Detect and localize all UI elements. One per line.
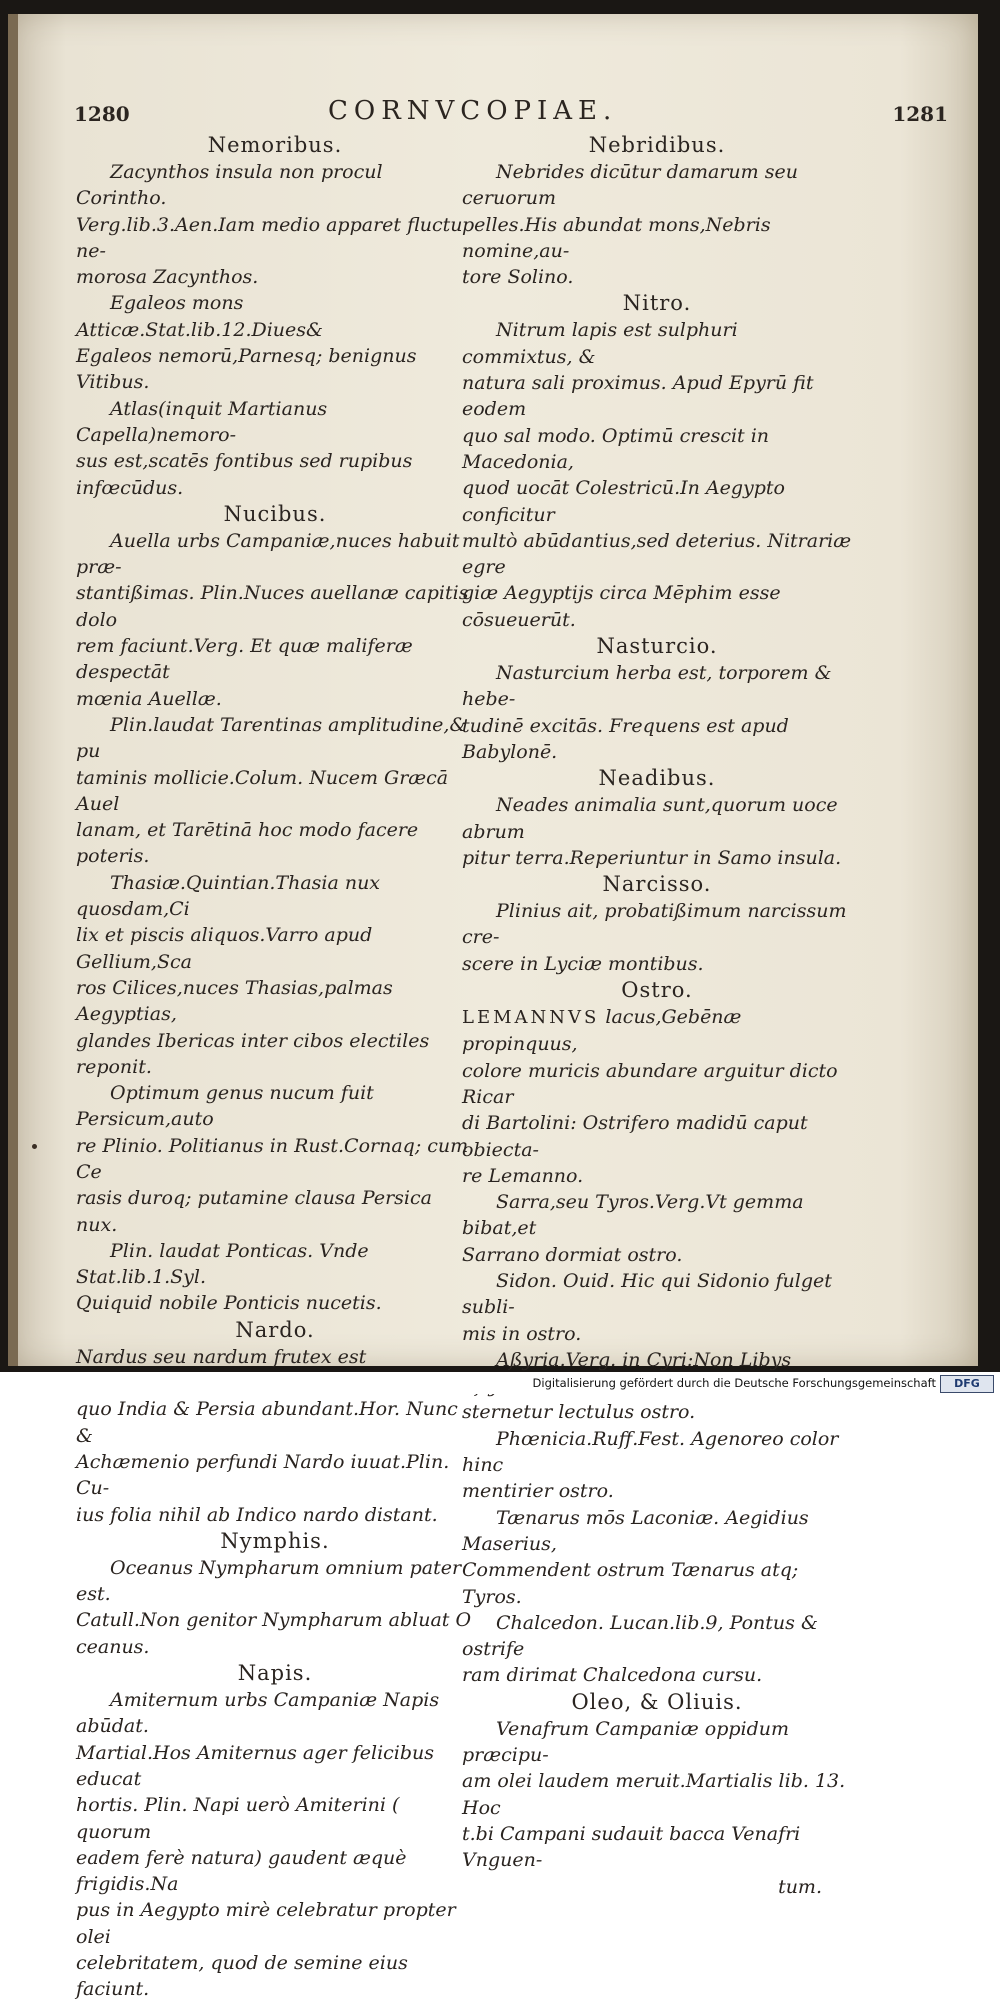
- paragraph: Chalcedon. Lucan.lib.9, Pontus & ostrife ram dirimat Chalcedona cursu.: [462, 1611, 818, 1687]
- section-heading: Nymphis.: [220, 1528, 330, 1553]
- paragraph: Plin.laudat Tarentinas amplitudine,& pu taminis mollicie.Colum. Nucem Græcā Auel lanam, et Tarētinā hoc modo facere poteris.: [76, 713, 467, 868]
- section-heading: Ostro.: [621, 978, 693, 1003]
- paragraph: Sidon. Ouid. Hic qui Sidonio fulget subli- mis in ostro.: [462, 1269, 832, 1345]
- paragraph: Plin. laudat Ponticas. Vnde Stat.lib.1.Syl. Quiquid nobile Ponticis nucetis.: [76, 1239, 382, 1315]
- paragraph: Nardus seu nardum frutex est quo India & Persia abundant.Hor. Nunc & Achæmenio perfundi Nardo iuuat.Plin. Cu- ius folia nihil ab Indico nardo distant.: [76, 1345, 458, 1526]
- section-heading: Napis.: [237, 1661, 313, 1686]
- catchword: tum.: [778, 1875, 822, 1898]
- paragraph: Auella urbs Campaniæ,nuces habuit præ- stantißimas. Plin.Nuces auellanæ capitis dolo rem faciunt.Verg. Et quæ maliferæ despectāt mœnia Auellæ.: [76, 529, 469, 710]
- paragraph: Nasturcium herba est, torporem & hebe- tudinē excitās. Frequens est apud Babylonē.: [462, 662, 832, 763]
- section-heading: Nitro.: [622, 291, 692, 316]
- paragraph: Nebrides dicūtur damarum seu ceruorum pelles.His abundat mons,Nebris nomine,au- tore Solino.: [462, 161, 798, 289]
- paragraph: Egaleos mons Atticæ.Stat.lib.12.Diues& Egaleos nemorū,Parnesq; benignus Vitibus.: [76, 292, 417, 394]
- paragraph: Neades animalia sunt,quorum uoce abrum pitur terra.Reperiuntur in Samo insula.: [462, 794, 842, 869]
- paragraph: Thasiæ.Quintian.Thasia nux quosdam,Ci lix et piscis aliquos.Varro apud Gellium,Sca ros Cilices,nuces Thasias,palmas Aegyptias, glandes Ibericas inter cibos electiles reponit.: [76, 871, 430, 1078]
- paragraph: Plinius ait, probatißimum narcissum cre- scere in Lyciæ montibus.: [462, 900, 847, 975]
- running-title: CORNVCOPIAE.: [328, 96, 618, 126]
- folio-right: 1281: [892, 102, 948, 126]
- section-heading: Nardo.: [235, 1317, 315, 1342]
- paragraph: Aßyria.Verg. in Cyri:Non Libys sternetur lectulus ostro.: [462, 1348, 792, 1424]
- paragraph: Atlas(inquit Martianus Capella)nemoro- sus est,scatēs fontibus sed rupibus infœcūdus.: [76, 397, 413, 499]
- section-heading: Nucibus.: [223, 501, 327, 526]
- funding-credit: Digitalisierung gefördert durch die Deutsche Forschungsgemeinschaft: [532, 1376, 936, 1390]
- folio-left: 1280: [74, 102, 130, 126]
- small-caps-lead: LEMANNVS: [462, 1007, 600, 1029]
- paragraph: Tænarus mōs Laconiæ. Aegidius Maserius, Commendent ostrum Tænarus atq; Tyros.: [462, 1506, 809, 1608]
- paragraph: Optimum genus nucum fuit Persicum,auto re Plinio. Politianus in Rust.Cornaq; cum Ce rasis duroq; putamine clausa Persica nux.: [76, 1082, 469, 1236]
- paragraph: Zacynthos insula non procul Corintho. Verg.lib.3.Aen.Iam medio apparet fluctu ne- morosa Zacynthos.: [76, 161, 463, 289]
- paragraph-text: lacus,Gebēnæ propinquus, colore muricis abundare arguitur dicto Ricar di Bartolini: Ostrifero madidū caput obiecta- re Lemanno.: [462, 1006, 838, 1187]
- binding-gutter: [8, 14, 18, 1366]
- section-heading: Narcisso.: [602, 872, 712, 897]
- paragraph: Phœnicia.Ruff.Fest. Agenoreo color hinc mentirier ostro.: [462, 1427, 839, 1503]
- right-column: [462, 132, 852, 1900]
- section-heading: Nebridibus.: [588, 133, 726, 157]
- left-column: [76, 132, 474, 2003]
- running-head: [68, 94, 948, 134]
- section-heading: Neadibus.: [598, 766, 716, 791]
- paragraph: [462, 1004, 852, 1189]
- paragraph: Sarra,seu Tyros.Verg.Vt gemma bibat,et Sarrano dormiat ostro.: [462, 1191, 804, 1266]
- digitization-footer: [0, 1372, 1000, 1394]
- paragraph: Venafrum Campaniæ oppidum præcipu- am olei laudem meruit.Martialis lib. 13. Hoc t.bi Campani sudauit bacca Venafri Vnguen-: [462, 1717, 846, 1872]
- section-heading: Nemoribus.: [207, 133, 343, 157]
- dfg-logo: DFG: [940, 1375, 994, 1393]
- paragraph: Nitrum lapis est sulphuri commixtus, & natura sali proximus. Apud Epyrū fit eodem quo sal modo. Optimū crescit in Macedonia, quod uocāt Colestricū.In Aegypto conficitur multò abūdantius,sed deterius. Nitrariæ egre giæ Aegyptijs circa Mēphim esse cōsueuerūt.: [462, 319, 852, 631]
- section-heading: Oleo, & Oliuis.: [571, 1689, 743, 1714]
- ink-mark: [32, 1144, 37, 1149]
- paragraph: Amiternum urbs Campaniæ Napis abūdat. Martial.Hos Amiternus ager felicibus educat hortis. Plin. Napi uerò Amiterini ( quorum eadem ferè natura) gaudent æquè frigidis.Na pus in Aegypto mirè celebratur propter olei celebritatem, quod de semine eius faciunt.: [76, 1689, 456, 2001]
- section-heading: Nasturcio.: [596, 634, 718, 659]
- paragraph: Oceanus Nympharum omnium pater est. Catull.Non genitor Nympharum abluat O ceanus.: [76, 1556, 472, 1658]
